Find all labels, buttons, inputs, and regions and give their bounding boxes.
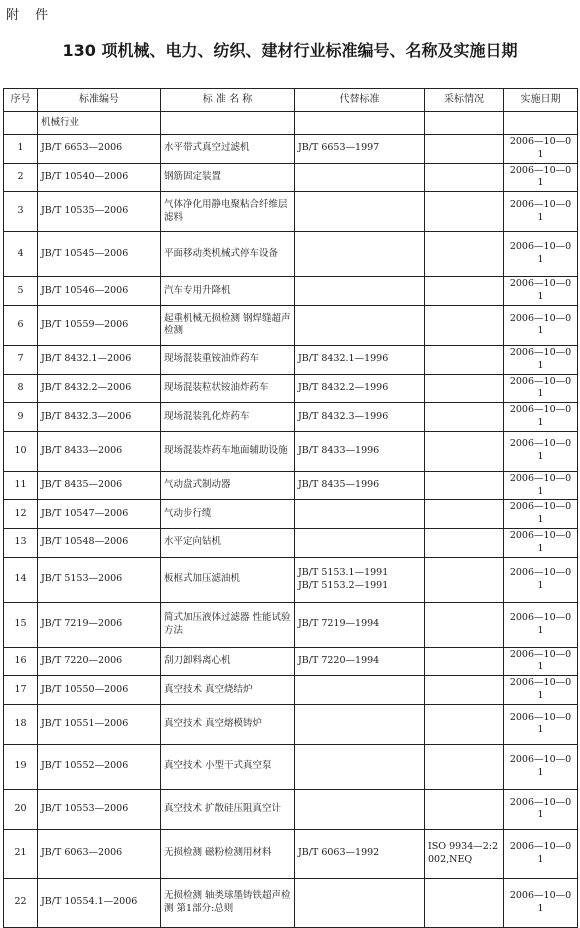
replaced-standard	[295, 647, 425, 676]
adoption-status	[425, 471, 504, 500]
row-number: 19	[4, 744, 38, 789]
adoption-status	[425, 163, 504, 192]
standard-name: 真空技术 扩散硅压阻真空计	[161, 789, 295, 829]
row-number: 1	[4, 135, 38, 164]
replaced-standard	[295, 744, 425, 789]
replaced-standard-code: JB/T 8433—1996	[298, 444, 380, 456]
standard-name: 刮刀卸料离心机	[161, 647, 295, 676]
replaced-standard	[295, 374, 425, 403]
standard-code: JB/T 10551—2006	[38, 704, 161, 744]
standard-code: JB/T 6063—2006	[38, 829, 161, 878]
table-row	[4, 602, 578, 647]
table-row	[4, 135, 578, 164]
adoption-status	[425, 529, 504, 558]
standard-code: JB/T 10548—2006	[38, 529, 161, 558]
effective-date: 2006—10—01	[504, 431, 578, 471]
replaced-standard	[295, 163, 425, 192]
adoption-status	[425, 345, 504, 374]
effective-date: 2006—10—01	[504, 647, 578, 676]
replaced-standard	[295, 305, 425, 345]
table-row	[4, 676, 578, 705]
standard-name: 现场混装炸药车地面辅助设施	[161, 431, 295, 471]
standard-name: 气动盘式制动器	[161, 471, 295, 500]
row-number: 14	[4, 557, 38, 602]
replaced-standard-code: JB/T 5153.2—1991	[298, 579, 389, 591]
standard-name: 真空技术 小型干式真空泵	[161, 744, 295, 789]
table-row	[4, 431, 578, 471]
replaced-standard	[295, 277, 425, 306]
row-number: 6	[4, 305, 38, 345]
table-row	[4, 557, 578, 602]
replaced-standard	[295, 789, 425, 829]
effective-date: 2006—10—01	[504, 878, 578, 927]
adoption-status	[425, 277, 504, 306]
row-number: 12	[4, 500, 38, 529]
replaced-standard-code: JB/T 6063—1992	[298, 847, 380, 859]
standard-code: JB/T 8433—2006	[38, 431, 161, 471]
row-number: 10	[4, 431, 38, 471]
replaced-standard-code: JB/T 8432.1—1996	[298, 353, 389, 365]
replaced-standard	[295, 557, 425, 602]
standard-name: 真空技术 真空烧结炉	[161, 676, 295, 705]
table-row	[4, 192, 578, 232]
category-row	[4, 112, 578, 135]
row-number: 18	[4, 704, 38, 744]
effective-date: 2006—10—01	[504, 163, 578, 192]
adoption-status	[425, 557, 504, 602]
adoption-status	[425, 403, 504, 432]
row-number: 16	[4, 647, 38, 676]
effective-date: 2006—10—01	[504, 744, 578, 789]
row-number: 13	[4, 529, 38, 558]
effective-date: 2006—10—01	[504, 500, 578, 529]
effective-date: 2006—10—01	[504, 676, 578, 705]
table-row	[4, 647, 578, 676]
col-header-replaces: 代替标准	[295, 89, 425, 112]
effective-date: 2006—10—01	[504, 471, 578, 500]
replaced-standard	[295, 403, 425, 432]
effective-date: 2006—10—01	[504, 374, 578, 403]
replaced-standard	[295, 500, 425, 529]
adoption-status	[425, 500, 504, 529]
standard-name: 水平定向钻机	[161, 529, 295, 558]
table-row	[4, 500, 578, 529]
row-number: 9	[4, 403, 38, 432]
standard-name: 现场混装乳化炸药车	[161, 403, 295, 432]
standard-name: 水平带式真空过滤机	[161, 135, 295, 164]
adoption-status	[425, 789, 504, 829]
effective-date: 2006—10—01	[504, 305, 578, 345]
table-row	[4, 277, 578, 306]
standard-name: 现场混装粒状铵油炸药车	[161, 374, 295, 403]
row-number: 4	[4, 232, 38, 277]
replaced-standard-code: JB/T 8432.2—1996	[298, 381, 389, 393]
standard-code: JB/T 10554.1—2006	[38, 878, 161, 927]
adoption-status	[425, 374, 504, 403]
adoption-status	[425, 192, 504, 232]
adoption-status	[425, 232, 504, 277]
effective-date: 2006—10—01	[504, 345, 578, 374]
replaced-standard	[295, 345, 425, 374]
row-number: 5	[4, 277, 38, 306]
col-header-date: 实施日期	[504, 89, 578, 112]
page-title: 130 项机械、电力、纺织、建材行业标准编号、名称及实施日期	[62, 41, 518, 60]
table-row	[4, 345, 578, 374]
standard-code: JB/T 8432.3—2006	[38, 403, 161, 432]
standard-name: 汽车专用升降机	[161, 277, 295, 306]
adoption-status	[425, 744, 504, 789]
replaced-standard	[295, 431, 425, 471]
standard-code: JB/T 8435—2006	[38, 471, 161, 500]
row-number: 11	[4, 471, 38, 500]
effective-date: 2006—10—01	[504, 789, 578, 829]
row-number: 20	[4, 789, 38, 829]
replaced-standard-code: JB/T 8435—1996	[298, 479, 380, 491]
col-header-name: 标 准 名 称	[161, 89, 295, 112]
standards-table	[3, 88, 578, 928]
row-number: 3	[4, 192, 38, 232]
standard-code: JB/T 10553—2006	[38, 789, 161, 829]
replaced-standard	[295, 602, 425, 647]
replaced-standard	[295, 878, 425, 927]
standard-code: JB/T 10545—2006	[38, 232, 161, 277]
adoption-status	[425, 704, 504, 744]
standard-name: 板框式加压滤油机	[161, 557, 295, 602]
standard-code: JB/T 10547—2006	[38, 500, 161, 529]
row-number: 2	[4, 163, 38, 192]
standard-name: 无损检测 磁粉检测用材料	[161, 829, 295, 878]
replaced-standard	[295, 529, 425, 558]
col-header-no: 序号	[4, 89, 38, 112]
effective-date: 2006—10—01	[504, 704, 578, 744]
table-row	[4, 829, 578, 878]
standard-name: 无损检测 轴类球墨铸铁超声检测 第1部分:总则	[161, 878, 295, 927]
standard-name: 真空技术 真空熔模铸炉	[161, 704, 295, 744]
replaced-standard	[295, 232, 425, 277]
standard-code: JB/T 7219—2006	[38, 602, 161, 647]
replaced-standard-code: JB/T 8432.3—1996	[298, 410, 389, 422]
effective-date: 2006—10—01	[504, 232, 578, 277]
standard-code: JB/T 10552—2006	[38, 744, 161, 789]
table-row	[4, 529, 578, 558]
table-row	[4, 374, 578, 403]
replaced-standard	[295, 676, 425, 705]
standard-code: JB/T 8432.2—2006	[38, 374, 161, 403]
table-row	[4, 471, 578, 500]
effective-date: 2006—10—01	[504, 403, 578, 432]
adoption-status	[425, 305, 504, 345]
standard-name: 起重机械无损检测 钢焊缝超声检测	[161, 305, 295, 345]
effective-date: 2006—10—01	[504, 602, 578, 647]
replaced-standard-code: JB/T 6653—1997	[298, 142, 380, 154]
category-label: 机械行业	[38, 112, 161, 135]
effective-date: 2006—10—01	[504, 277, 578, 306]
col-header-code: 标准编号	[38, 89, 161, 112]
replaced-standard-code: JB/T 7219—1994	[298, 618, 380, 630]
adoption-status	[425, 647, 504, 676]
row-number: 8	[4, 374, 38, 403]
adoption-status	[425, 431, 504, 471]
table-row	[4, 789, 578, 829]
standard-name: 气体净化用静电聚粘合纤维层滤料	[161, 192, 295, 232]
adoption-status	[425, 135, 504, 164]
replaced-standard	[295, 192, 425, 232]
table-row	[4, 403, 578, 432]
table-row	[4, 305, 578, 345]
replaced-standard	[295, 471, 425, 500]
standard-code: JB/T 10559—2006	[38, 305, 161, 345]
effective-date: 2006—10—01	[504, 192, 578, 232]
standard-name: 气动步行缆	[161, 500, 295, 529]
standard-name: 简式加压液体过滤器 性能试验方法	[161, 602, 295, 647]
table-row	[4, 163, 578, 192]
standard-code: JB/T 8432.1—2006	[38, 345, 161, 374]
row-number: 22	[4, 878, 38, 927]
standard-code: JB/T 10546—2006	[38, 277, 161, 306]
replaced-standard-code: JB/T 5153.1—1991	[298, 566, 389, 578]
adoption-status	[425, 676, 504, 705]
row-number: 21	[4, 829, 38, 878]
replaced-standard-code: JB/T 7220—1994	[298, 655, 380, 667]
table-row	[4, 744, 578, 789]
replaced-standard	[295, 704, 425, 744]
effective-date: 2006—10—01	[504, 557, 578, 602]
adoption-status	[425, 602, 504, 647]
standard-code: JB/T 5153—2006	[38, 557, 161, 602]
table-row	[4, 878, 578, 927]
replaced-standard	[295, 829, 425, 878]
replaced-standard	[295, 135, 425, 164]
effective-date: 2006—10—01	[504, 829, 578, 878]
standard-name: 平面移动类机械式停车设备	[161, 232, 295, 277]
col-header-adopt: 采标情况	[425, 89, 504, 112]
standard-name: 钢筋固定装置	[161, 163, 295, 192]
standard-code: JB/T 10535—2006	[38, 192, 161, 232]
table-row	[4, 704, 578, 744]
standard-name: 现场混装重铵油炸药车	[161, 345, 295, 374]
table-row	[4, 232, 578, 277]
adoption-status	[425, 878, 504, 927]
adoption-status: ISO 9934—2:2002,NEQ	[425, 829, 504, 878]
row-number: 7	[4, 345, 38, 374]
standard-code: JB/T 7220—2006	[38, 647, 161, 676]
standard-code: JB/T 6653—2006	[38, 135, 161, 164]
effective-date: 2006—10—01	[504, 135, 578, 164]
standard-code: JB/T 10540—2006	[38, 163, 161, 192]
table-header-row	[4, 89, 578, 112]
attachment-label: 附 件	[6, 8, 55, 23]
effective-date: 2006—10—01	[504, 529, 578, 558]
standard-code: JB/T 10550—2006	[38, 676, 161, 705]
row-number: 15	[4, 602, 38, 647]
row-number: 17	[4, 676, 38, 705]
